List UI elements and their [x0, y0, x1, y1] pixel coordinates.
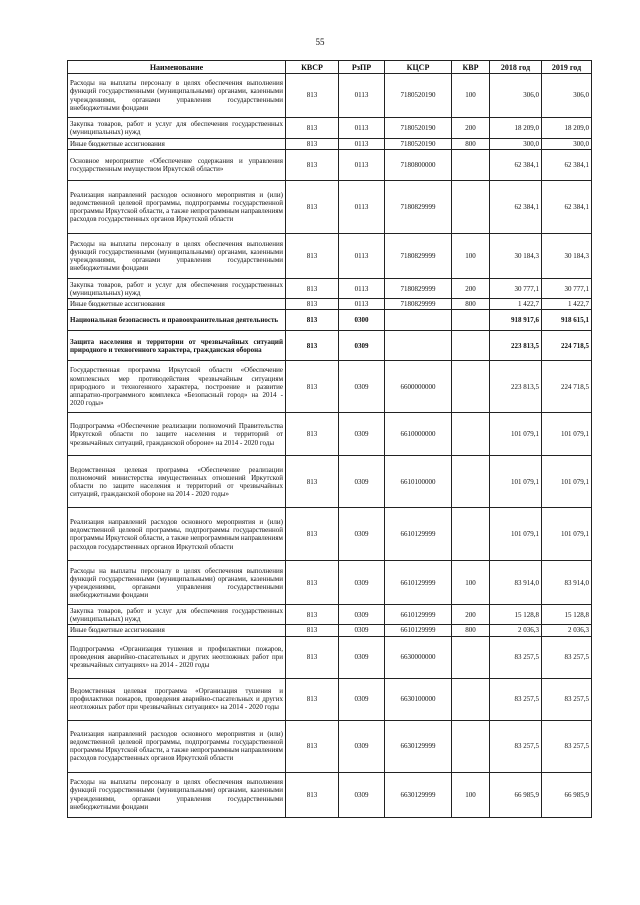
- cell-kcsr: 7180829999: [385, 234, 452, 279]
- cell-2019: 66 985,9: [542, 772, 592, 817]
- cell-2019: 101 079,1: [542, 456, 592, 508]
- cell-kvsr: 813: [286, 150, 339, 181]
- cell-kvr: 200: [452, 605, 490, 625]
- cell-2018: 1 422,7: [490, 299, 542, 310]
- header-kcsr: КЦСР: [385, 61, 452, 74]
- cell-2019: 918 615,1: [542, 310, 592, 331]
- table-row: [68, 331, 592, 361]
- header-2019: 2019 год: [542, 61, 592, 74]
- cell-name: Национальная безопасность и правоохранительная деятельность: [68, 310, 286, 331]
- table-row: [68, 508, 592, 561]
- cell-kvsr: 813: [286, 234, 339, 279]
- cell-2019: 101 079,1: [542, 413, 592, 456]
- cell-kcsr: 6610129999: [385, 625, 452, 636]
- cell-rzpr: 0113: [339, 299, 385, 310]
- cell-name: Реализация направлений расходов основного мероприятия и (или) ведомственной целевой программы, подпрограммы государственной программы Иркутской области, а также непрограммным направлениям расходов государственных органов Иркутской области: [68, 508, 286, 561]
- cell-name: Закупка товаров, работ и услуг для обеспечения государственных (муниципальных) нужд: [68, 605, 286, 625]
- table-row: [68, 234, 592, 279]
- cell-2018: 300,0: [490, 139, 542, 150]
- cell-kvsr: 813: [286, 299, 339, 310]
- cell-name: Государственная программа Иркутской области «Обеспечение комплексных мер противодействия чрезвычайным ситуациям природного и техногенного характера, построение и развитие аппаратно-программного комплекса «Безопасный город» на 2014 - 2020 годы»: [68, 361, 286, 413]
- cell-2018: 62 384,1: [490, 181, 542, 234]
- table-row: [68, 720, 592, 772]
- cell-kvsr: 813: [286, 772, 339, 817]
- cell-2018: 223 813,5: [490, 331, 542, 361]
- cell-rzpr: 0309: [339, 508, 385, 561]
- table-row: [68, 310, 592, 331]
- cell-kvr: [452, 310, 490, 331]
- header-kvr: КВР: [452, 61, 490, 74]
- cell-kcsr: 7180520190: [385, 74, 452, 118]
- cell-kcsr: 7180829999: [385, 299, 452, 310]
- cell-kvr: [452, 508, 490, 561]
- cell-kvr: 800: [452, 139, 490, 150]
- cell-kcsr: 7180520190: [385, 118, 452, 139]
- cell-rzpr: 0309: [339, 636, 385, 678]
- header-kvsr: КВСР: [286, 61, 339, 74]
- cell-2019: 101 079,1: [542, 508, 592, 561]
- table-row: [68, 150, 592, 181]
- cell-2019: 224 718,5: [542, 331, 592, 361]
- cell-name: Иные бюджетные ассигнования: [68, 625, 286, 636]
- cell-kcsr: 6630129999: [385, 772, 452, 817]
- cell-2018: 83 257,5: [490, 678, 542, 720]
- table-header-row: [68, 61, 592, 74]
- table-row: [68, 561, 592, 605]
- cell-rzpr: 0309: [339, 772, 385, 817]
- cell-kvsr: 813: [286, 74, 339, 118]
- cell-kvr: 100: [452, 772, 490, 817]
- cell-2019: 300,0: [542, 139, 592, 150]
- table-row: [68, 413, 592, 456]
- cell-name: Реализация направлений расходов основного мероприятия и (или) ведомственной целевой программы, подпрограммы государственной программы Иркутской области, а также непрограммным направлениям расходов государственных органов Иркутской области: [68, 181, 286, 234]
- table-row: [68, 74, 592, 118]
- cell-kvr: 200: [452, 118, 490, 139]
- cell-kvr: [452, 150, 490, 181]
- cell-kvsr: 813: [286, 139, 339, 150]
- cell-rzpr: 0113: [339, 74, 385, 118]
- cell-2018: 918 917,6: [490, 310, 542, 331]
- cell-rzpr: 0113: [339, 279, 385, 299]
- cell-kvr: 800: [452, 625, 490, 636]
- cell-rzpr: 0300: [339, 310, 385, 331]
- cell-rzpr: 0309: [339, 605, 385, 625]
- cell-name: Подпрограмма «Организация тушения и профилактики пожаров, проведения аварийно-спасательных и других неотложных работ при чрезвычайных ситуациях» на 2014 - 2020 годы: [68, 636, 286, 678]
- cell-2019: 83 914,0: [542, 561, 592, 605]
- cell-2018: 83 257,5: [490, 720, 542, 772]
- cell-kcsr: 6610000000: [385, 413, 452, 456]
- cell-2018: 306,0: [490, 74, 542, 118]
- cell-kcsr: 6610100000: [385, 456, 452, 508]
- cell-kvr: [452, 720, 490, 772]
- cell-rzpr: 0309: [339, 456, 385, 508]
- cell-name: Защита населения и территории от чрезвычайных ситуаций природного и техногенного характера, гражданская оборона: [68, 331, 286, 361]
- cell-kvr: 800: [452, 299, 490, 310]
- cell-rzpr: 0309: [339, 413, 385, 456]
- cell-kvsr: 813: [286, 279, 339, 299]
- cell-kvr: [452, 361, 490, 413]
- cell-2018: 83 257,5: [490, 636, 542, 678]
- cell-kcsr: 7180829999: [385, 181, 452, 234]
- cell-2018: 223 813,5: [490, 361, 542, 413]
- cell-kvsr: 813: [286, 310, 339, 331]
- cell-name: Закупка товаров, работ и услуг для обеспечения государственных (муниципальных) нужд: [68, 118, 286, 139]
- table-row: [68, 299, 592, 310]
- cell-2019: 1 422,7: [542, 299, 592, 310]
- cell-kvsr: 813: [286, 561, 339, 605]
- table-row: [68, 772, 592, 817]
- cell-name: Расходы на выплаты персоналу в целях обеспечения выполнения функций государственными (муниципальными) органами, казенными учреждениями, органами управления государственными внебюджетными фондами: [68, 772, 286, 817]
- cell-kvr: 100: [452, 74, 490, 118]
- cell-2018: 101 079,1: [490, 456, 542, 508]
- cell-rzpr: 0113: [339, 118, 385, 139]
- cell-kvsr: 813: [286, 605, 339, 625]
- cell-name: Ведомственная целевая программа «Организация тушения и профилактики пожаров, проведения аварийно-спасательных и других неотложных работ при чрезвычайных ситуациях» на 2014 - 2020 годы: [68, 678, 286, 720]
- cell-2019: 83 257,5: [542, 720, 592, 772]
- table-row: [68, 181, 592, 234]
- cell-2019: 15 128,8: [542, 605, 592, 625]
- cell-name: Расходы на выплаты персоналу в целях обеспечения выполнения функций государственными (муниципальными) органами, казенными учреждениями, органами управления государственными внебюджетными фондами: [68, 234, 286, 279]
- cell-kcsr: [385, 331, 452, 361]
- cell-rzpr: 0309: [339, 625, 385, 636]
- cell-kvsr: 813: [286, 331, 339, 361]
- header-name: Наименование: [68, 61, 286, 74]
- cell-2019: 62 384,1: [542, 181, 592, 234]
- cell-kcsr: [385, 310, 452, 331]
- cell-name: Ведомственная целевая программа «Обеспечение реализации полномочий министерства имущественных отношений Иркутской области по защите населения и территорий от чрезвычайных ситуаций, гражданской обороне на 2014 - 2020 годы»: [68, 456, 286, 508]
- cell-kcsr: 6600000000: [385, 361, 452, 413]
- cell-2019: 62 384,1: [542, 150, 592, 181]
- cell-name: Иные бюджетные ассигнования: [68, 299, 286, 310]
- cell-kvr: [452, 678, 490, 720]
- table-body: [68, 74, 592, 818]
- table-row: [68, 625, 592, 636]
- cell-kvsr: 813: [286, 118, 339, 139]
- cell-kvr: [452, 636, 490, 678]
- cell-name: Подпрограмма «Обеспечение реализации полномочий Правительства Иркутской области по защите населения и территорий от чрезвычайных ситуаций, гражданской обороне» на 2014 - 2020 годы: [68, 413, 286, 456]
- cell-2019: 224 718,5: [542, 361, 592, 413]
- cell-2018: 2 036,3: [490, 625, 542, 636]
- cell-kvsr: 813: [286, 625, 339, 636]
- cell-2018: 101 079,1: [490, 413, 542, 456]
- cell-kvsr: 813: [286, 181, 339, 234]
- table-row: [68, 361, 592, 413]
- cell-rzpr: 0309: [339, 331, 385, 361]
- cell-name: Реализация направлений расходов основного мероприятия и (или) ведомственной целевой программы, подпрограммы государственной программы Иркутской области, а также непрограммным направлениям расходов государственных органов Иркутской области: [68, 720, 286, 772]
- cell-2018: 15 128,8: [490, 605, 542, 625]
- cell-kvsr: 813: [286, 456, 339, 508]
- table-row: [68, 636, 592, 678]
- cell-kcsr: 6630000000: [385, 636, 452, 678]
- cell-kcsr: 6630129999: [385, 720, 452, 772]
- cell-kvsr: 813: [286, 508, 339, 561]
- cell-kvsr: 813: [286, 413, 339, 456]
- cell-2018: 101 079,1: [490, 508, 542, 561]
- cell-kvsr: 813: [286, 720, 339, 772]
- cell-kcsr: 6630100000: [385, 678, 452, 720]
- cell-rzpr: 0113: [339, 139, 385, 150]
- cell-rzpr: 0309: [339, 561, 385, 605]
- cell-kcsr: 7180800000: [385, 150, 452, 181]
- table-row: [68, 118, 592, 139]
- cell-2018: 62 384,1: [490, 150, 542, 181]
- cell-2019: 306,0: [542, 74, 592, 118]
- cell-2019: 30 184,3: [542, 234, 592, 279]
- table-row: [68, 279, 592, 299]
- cell-kvr: [452, 331, 490, 361]
- cell-kvsr: 813: [286, 678, 339, 720]
- cell-2018: 30 184,3: [490, 234, 542, 279]
- cell-kcsr: 6610129999: [385, 605, 452, 625]
- table-row: [68, 139, 592, 150]
- page-number: 55: [315, 37, 325, 47]
- cell-2019: 83 257,5: [542, 678, 592, 720]
- cell-kvr: 100: [452, 234, 490, 279]
- cell-2019: 2 036,3: [542, 625, 592, 636]
- cell-rzpr: 0113: [339, 234, 385, 279]
- cell-2019: 18 209,0: [542, 118, 592, 139]
- cell-2018: 18 209,0: [490, 118, 542, 139]
- cell-rzpr: 0113: [339, 181, 385, 234]
- cell-2019: 30 777,1: [542, 279, 592, 299]
- table-row: [68, 678, 592, 720]
- cell-rzpr: 0309: [339, 361, 385, 413]
- cell-kvr: [452, 181, 490, 234]
- cell-2018: 66 985,9: [490, 772, 542, 817]
- table-row: [68, 456, 592, 508]
- cell-kvr: 200: [452, 279, 490, 299]
- cell-rzpr: 0113: [339, 150, 385, 181]
- cell-kcsr: 6610129999: [385, 508, 452, 561]
- budget-table: [67, 60, 592, 818]
- cell-2018: 30 777,1: [490, 279, 542, 299]
- cell-kvsr: 813: [286, 361, 339, 413]
- cell-name: Закупка товаров, работ и услуг для обеспечения государственных (муниципальных) нужд: [68, 279, 286, 299]
- cell-kcsr: 6610129999: [385, 561, 452, 605]
- cell-kvsr: 813: [286, 636, 339, 678]
- header-2018: 2018 год: [490, 61, 542, 74]
- cell-name: Расходы на выплаты персоналу в целях обеспечения выполнения функций государственными (муниципальными) органами, казенными учреждениями, органами управления государственными внебюджетными фондами: [68, 74, 286, 118]
- cell-kcsr: 7180520190: [385, 139, 452, 150]
- cell-name: Иные бюджетные ассигнования: [68, 139, 286, 150]
- cell-name: Основное мероприятие «Обеспечение содержания и управления государственным имуществом Иркутской области»: [68, 150, 286, 181]
- header-rzpr: РзПР: [339, 61, 385, 74]
- cell-kvr: [452, 413, 490, 456]
- cell-kvr: [452, 456, 490, 508]
- table-row: [68, 605, 592, 625]
- cell-name: Расходы на выплаты персоналу в целях обеспечения выполнения функций государственными (муниципальными) органами, казенными учреждениями, органами управления государственными внебюджетными фондами: [68, 561, 286, 605]
- cell-2019: 83 257,5: [542, 636, 592, 678]
- cell-rzpr: 0309: [339, 678, 385, 720]
- cell-2018: 83 914,0: [490, 561, 542, 605]
- cell-rzpr: 0309: [339, 720, 385, 772]
- cell-kcsr: 7180829999: [385, 279, 452, 299]
- cell-kvr: 100: [452, 561, 490, 605]
